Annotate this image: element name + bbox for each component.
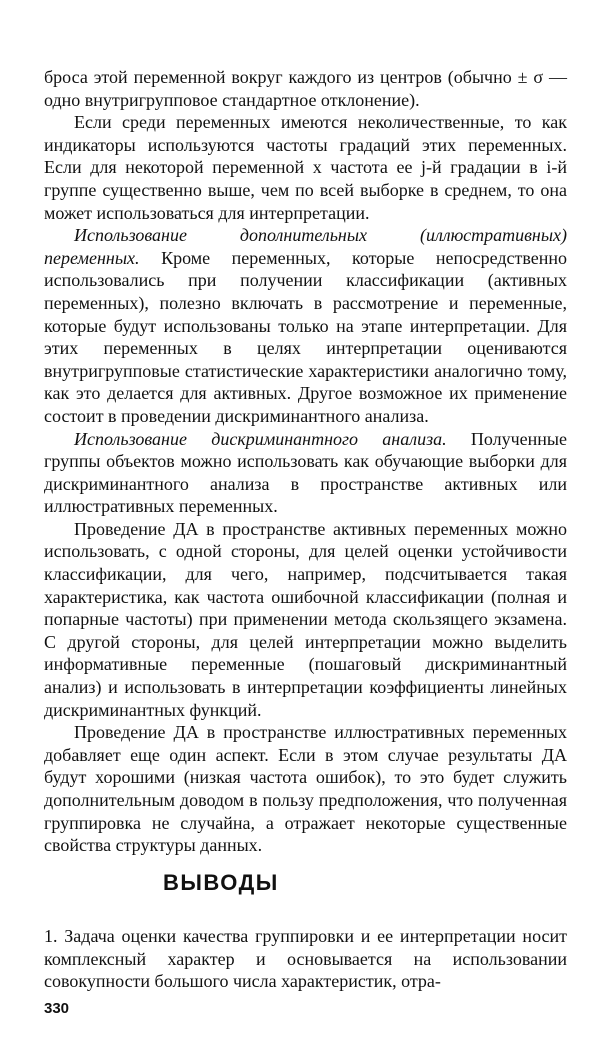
paragraph-4-italic-lead: Использование дискриминантного анализа.: [74, 428, 447, 449]
paragraph-3-italic-lead: Использование дополнительных (иллюстративных) переменных.: [44, 225, 567, 268]
paragraph-4: [44, 428, 567, 518]
paragraph-4-text: Полученные группы объектов можно использовать как обучающие выборки для дискриминантного анализа в пространстве активных или иллюстративных переменных.: [44, 428, 567, 517]
paragraph-1: броса этой переменной вокруг каждого из центров (обычно ± σ — одно внутригрупповое стандартное отклонение).: [44, 67, 567, 110]
paragraph-5: Проведение ДА в пространстве активных переменных можно использовать, с одной стороны, для целей оценки устойчивости классификации, для чего, например, подсчитывается такая характеристика, как частота ошибочной классификации (полная и попарные частоты) при применении метода скользящего экзамена. С другой стороны, для целей интерпретации можно выделить информативные переменные (пошаговый дискриминантный анализ) и использовать в интерпретации коэффициенты линейных дискриминантных функций.: [44, 518, 567, 720]
conclusion-item-1: 1. Задача оценки качества группировки и ее интерпретации носит комплексный характер и основывается на использовании совокупности большого числа характеристик, отра-: [44, 926, 567, 992]
paragraph-6: Проведение ДА в пространстве иллюстративных переменных добавляет еще один аспект. Если в этом случае результаты ДА будут хорошими (низкая частота ошибок), то это будет служить дополнительным доводом в пользу предположения, что полученная группировка не случайна, а отражает некоторые существенные свойства структуры данных.: [44, 722, 567, 856]
paragraph-3-text: Кроме переменных, которые непосредственно использовались при получении классификации (активных переменных), полезно включать в рассмотрение и переменные, которые будут использованы только на этапе интерпретации. Для этих переменных в целях интерпретации оцениваются внутригрупповые статистические характеристики аналогично тому, как это делается для активных. Другое возможное их применение состоит в проведении дискриминантного анализа.: [44, 247, 567, 426]
body-text: [44, 66, 567, 857]
paragraph-3: [44, 224, 567, 427]
paragraph-2: Если среди переменных имеются неколичественные, то как индикаторы используются частоты градаций этих переменных. Если для некоторой переменной x частота ее j-й градации в i-й группе существенно выше, чем по всей выборке в среднем, то она может использоваться для интерпретации.: [44, 112, 567, 223]
page-number: 330: [44, 1000, 70, 1017]
section-heading: ВЫВОДЫ: [163, 870, 279, 895]
